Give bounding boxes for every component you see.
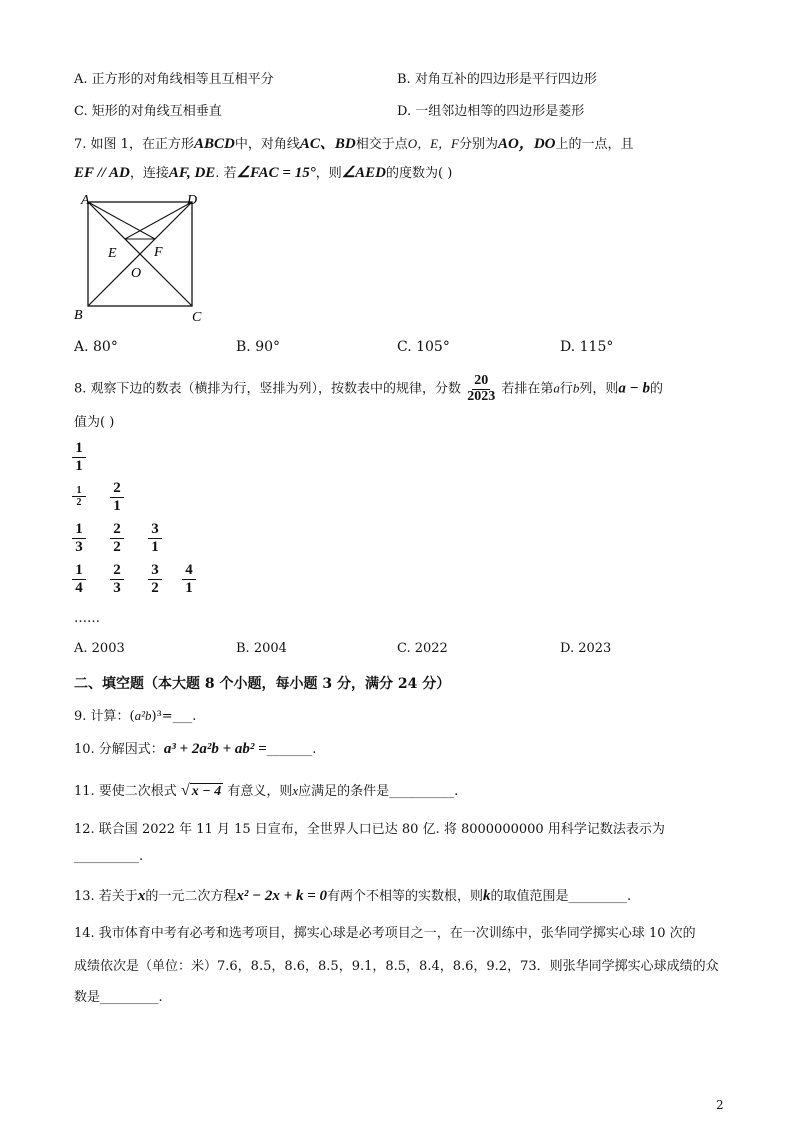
q13: 13. 若关于x的一元二次方程x² − 2x + k = 0有两个不相等的实数根，则k的取值范围是_________. (74, 888, 632, 904)
q8-option-c: C. 2022 (397, 641, 448, 656)
q8-option-a: A. 2003 (74, 641, 125, 656)
q6-option-b: B. 对角互补的四边形是平行四边形 (397, 72, 597, 87)
q14-line1: 14. 我市体育中考有必考和选考项目，掷实心球是必考项目之一，在一次训练中，张华同学掷实心球 10 次的 (74, 926, 696, 941)
table-cell: $\frac{2}{2}$ (110, 521, 124, 555)
q8-ellipsis: …… (74, 611, 100, 626)
table-cell: $\frac{1}{1}$ (72, 440, 86, 474)
table-cell: $\frac{2}{1}$ (110, 480, 124, 514)
q6-option-c: C. 矩形的对角线互相垂直 (74, 104, 222, 119)
label-f: F (154, 245, 163, 260)
label-c: C (192, 310, 202, 325)
q10: 10. 分解因式：a³ + 2a²b + ab² =_______. (74, 741, 317, 757)
label-a: A (81, 193, 90, 208)
segment-de (125, 202, 192, 239)
table-cell: $\frac{2}{3}$ (110, 562, 124, 596)
q11: 11. 要使二次根式 √ x − 4 有意义，则x应满足的条件是__________. (74, 782, 459, 799)
q8-option-b: B. 2004 (236, 641, 287, 656)
table-cell: $\frac{1}{4}$ (72, 562, 86, 596)
q7-square-figure (70, 190, 210, 330)
q6-option-d: D. 一组邻边相等的四边形是菱形 (397, 104, 585, 119)
table-cell: $\frac{4}{1}$ (182, 562, 196, 596)
section2-title: 二、填空题（本大题 8 个小题，每小题 3 分，满分 24 分） (74, 676, 451, 692)
segment-af (88, 202, 155, 239)
q8-line2: 值为( ) (74, 415, 115, 430)
table-cell: $\frac{1}{2}$ (72, 485, 86, 508)
page-number: 2 (716, 1098, 724, 1112)
q7-option-d: D. 115° (560, 339, 614, 355)
q12-line1: 12. 联合国 2022 年 11 月 15 日宣布，全世界人口已达 80 亿. 将 8000000000 用科学记数法表示为 (74, 822, 665, 837)
table-cell: $\frac{1}{3}$ (72, 521, 86, 555)
label-b: B (74, 308, 83, 323)
label-e: E (108, 246, 117, 261)
q7-option-c: C. 105° (397, 339, 450, 355)
table-cell: $\frac{3}{2}$ (148, 562, 162, 596)
q7-option-b: B. 90° (236, 339, 281, 355)
label-d: D (187, 193, 198, 208)
q12-line2: __________. (74, 849, 144, 864)
q6-option-a: A. 正方形的对角线相等且互相平分 (74, 72, 274, 87)
q8-option-d: D. 2023 (560, 641, 612, 656)
q8-line1: 8. 观察下边的数表（横排为行，竖排为列），按数表中的规律，分数 $\frac{20}{2023}$ 若排在第a行b列，则a − b的 (74, 373, 663, 404)
sqrt-radical: √ (180, 782, 190, 799)
q14-line3: 数是_________. (74, 990, 163, 1005)
q9: 9. 计算：(a²b)³=___. (74, 708, 197, 724)
q7-option-a: A. 80° (74, 339, 118, 355)
q7-line2: EF // AD，连接AF, DE. 若∠FAC = 15°，则∠AED的度数为( ) (74, 165, 453, 181)
q14-line2: 成绩依次是（单位：米）7.6，8.5，8.6，8.5，9.1，8.5，8.4，8.6，9.2，73．则张华同学掷实心球成绩的众 (74, 959, 719, 974)
table-cell: $\frac{3}{1}$ (148, 521, 162, 555)
q7-line1: 7. 如图 1，在正方形ABCD中，对角线AC、BD相交于点O，E，F分别为AO，DO上的一点，且 (74, 136, 634, 152)
q8-fraction: $\frac{20}{2023}$ (467, 373, 496, 404)
label-o: O (131, 266, 142, 281)
